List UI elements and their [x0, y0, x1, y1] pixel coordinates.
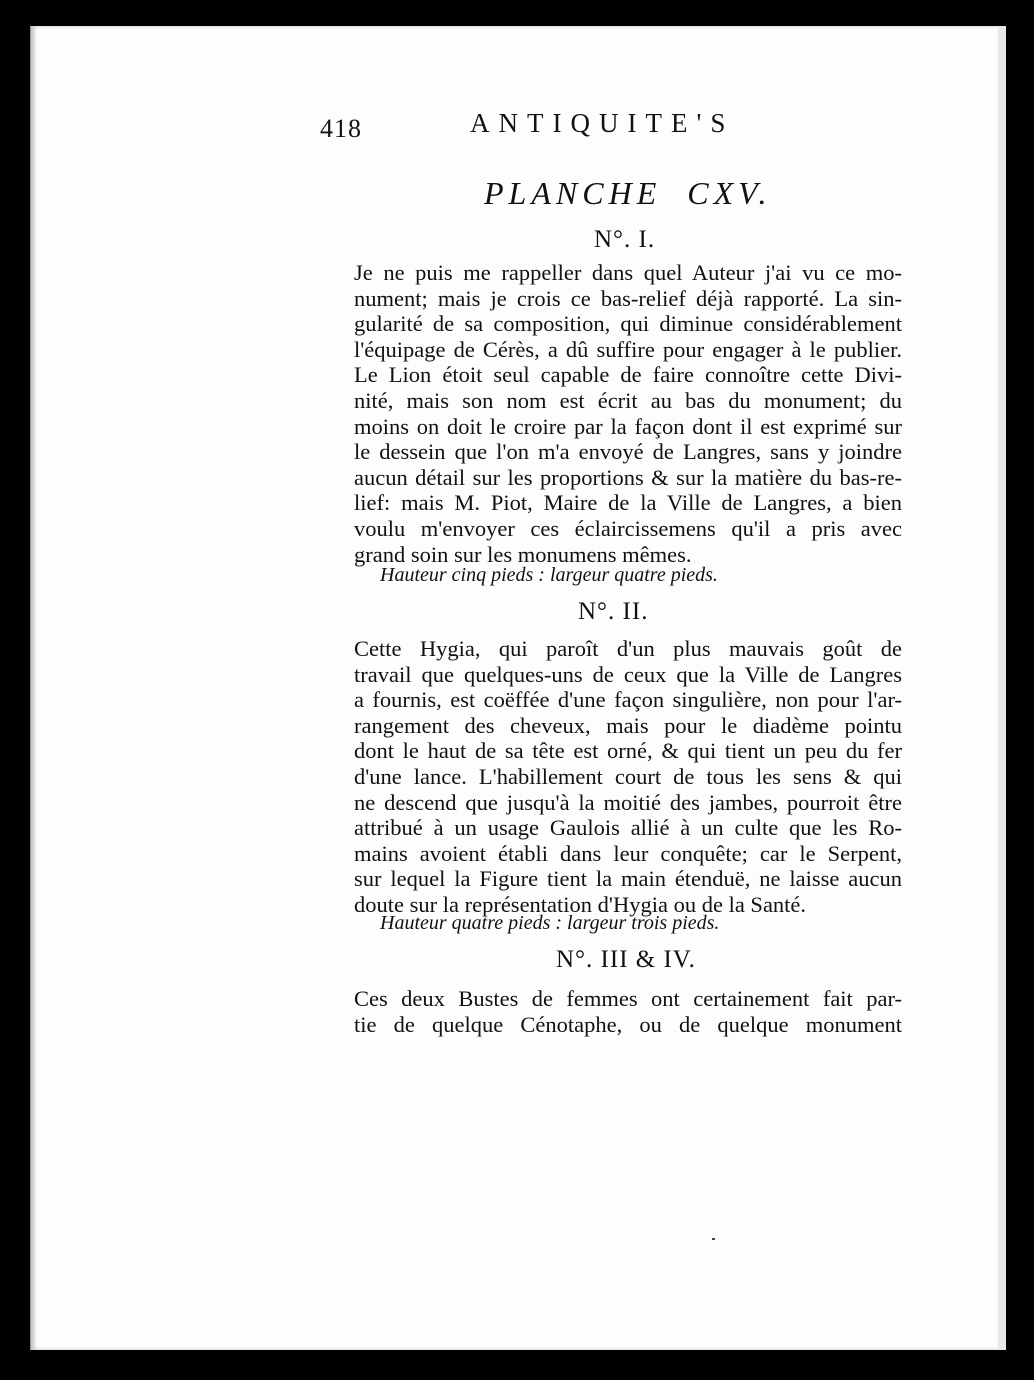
text-line: ne descend que jusqu'à la moitié des jambes, pourroit être	[354, 789, 902, 815]
text-line: mains avoient établi dans leur conquête; car le Serpent,	[354, 840, 902, 866]
ink-speck	[712, 1238, 715, 1240]
text-line: gularité de sa composition, qui diminue considérablement	[354, 311, 902, 337]
text-line: nument; mais je crois ce bas-relief déjà rapporté. La sin-	[354, 285, 902, 311]
page-edge	[998, 26, 1006, 1350]
text-line: lief: mais M. Piot, Maire de la Ville de Langres, a bien	[354, 490, 902, 516]
text-line: le dessein que l'on m'a envoyé de Langres, sans y joindre	[354, 439, 902, 465]
text-line: moins on doit le croire par la façon dont il est exprimé sur	[354, 413, 902, 439]
text-line: voulu m'envoyer ces éclaircissemens qu'il a pris avec	[354, 515, 902, 541]
text-line: d'une lance. L'habillement court de tous les sens & qui	[354, 763, 902, 789]
text-line: dont le haut de sa tête est orné, & qui tient un peu du fer	[354, 738, 902, 764]
text-line: grand soin sur les monumens mêmes.	[354, 541, 692, 567]
section-heading-2: N°. II.	[578, 598, 649, 625]
plate-title: PLANCHE CXV.	[484, 175, 772, 211]
page-header	[320, 106, 920, 146]
section-body-3	[354, 986, 902, 1037]
running-title: ANTIQUITE'S	[470, 108, 735, 138]
text-line: tie de quelque Cénotaphe, ou de quelque monument	[354, 1011, 902, 1037]
section-heading-3: N°. III & IV.	[556, 946, 696, 973]
text-line: Le Lion étoit seul capable de faire connoître cette Divi-	[354, 362, 902, 388]
section-heading-1: N°. I.	[594, 226, 656, 253]
text-line: aucun détail sur les proportions & sur la matière du bas-re-	[354, 464, 902, 490]
text-line: attribué à un usage Gaulois allié à un culte que les Ro-	[354, 815, 902, 841]
text-line: rangement des cheveux, mais pour le diadème pointu	[354, 712, 902, 738]
section-body-2	[354, 636, 902, 918]
text-line: Cette Hygia, qui paroît d'un plus mauvais goût de	[354, 636, 902, 661]
dimensions-caption-2: Hauteur quatre pieds : largeur trois pieds.	[380, 912, 720, 934]
text-line: Je ne puis me rappeller dans quel Auteur j'ai vu ce mo-	[354, 260, 902, 285]
dimensions-caption-1: Hauteur cinq pieds : largeur quatre pieds.	[380, 564, 718, 586]
text-line: travail que quelques-uns de ceux que la Ville de Langres	[354, 661, 902, 687]
text-line: a fournis, est coëffée d'une façon singulière, non pour l'ar-	[354, 687, 902, 713]
text-line: sur lequel la Figure tient la main étenduë, ne laisse aucun	[354, 866, 902, 892]
text-line: Ces deux Bustes de femmes ont certainement fait par-	[354, 986, 902, 1011]
text-line: l'équipage de Cérès, a dû suffire pour engager à le publier.	[354, 336, 902, 362]
section-body-1	[354, 260, 902, 567]
text-line: doute sur la représentation d'Hygia ou de la Santé.	[354, 891, 807, 917]
page-number: 418	[320, 114, 362, 143]
text-line: nité, mais son nom est écrit au bas du monument; du	[354, 387, 902, 413]
